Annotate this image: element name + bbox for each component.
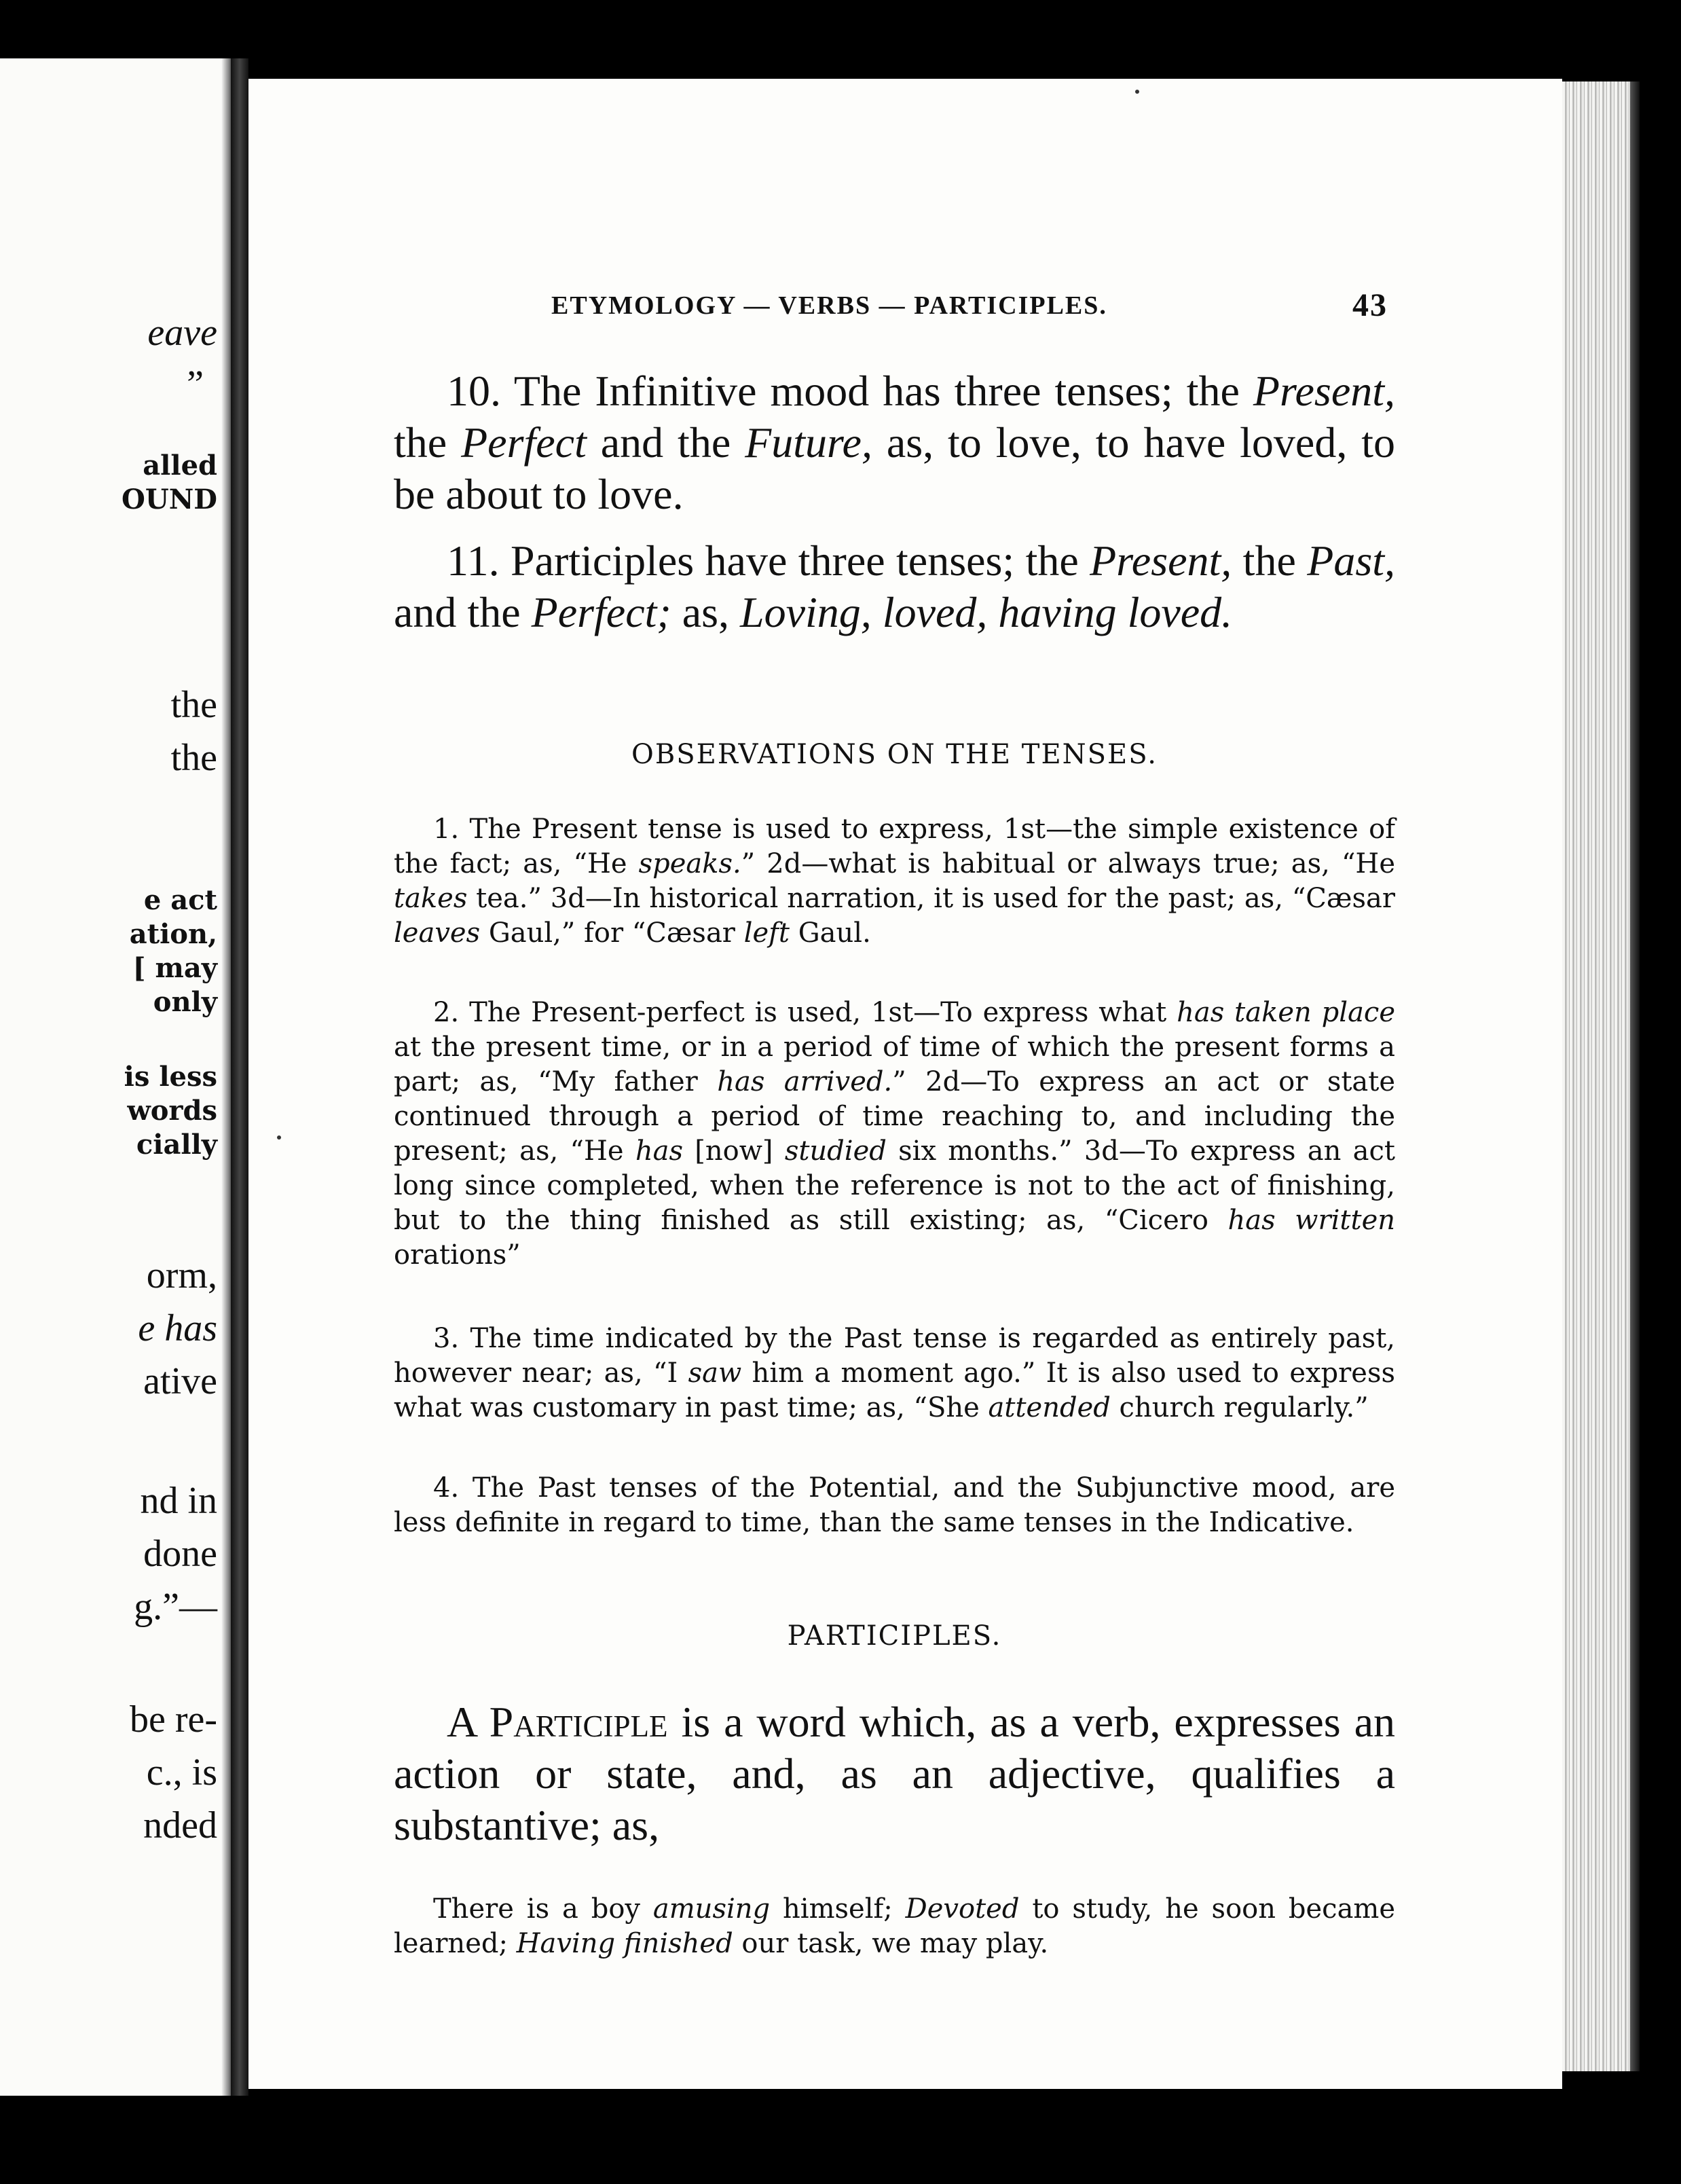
italic-text: Present, (1253, 367, 1395, 415)
paragraph-11 (394, 535, 1395, 638)
participle-definition (394, 1696, 1395, 1851)
left-page-fragment (0, 58, 231, 2096)
italic-text: Present, (1090, 536, 1232, 585)
text: at the present time, or in a period of time of which the present forms a part; as, “My father (394, 1032, 1395, 1097)
italic-text: speaks. (638, 848, 741, 879)
page-edges (1562, 81, 1630, 2071)
book-gutter (231, 58, 248, 2096)
left-page-spine-shadow (221, 58, 231, 2096)
left-page-line-fragment: e has (138, 1307, 217, 1349)
text: Gaul. (790, 917, 871, 949)
observation-1 (394, 812, 1395, 951)
italic-text: left (743, 917, 790, 949)
left-page-line-fragment: OUND (122, 484, 217, 515)
page-number: 43 (1352, 287, 1388, 323)
text: 3. The time indicated by the Past tense is regarded as entirely past, however near; as, “I (394, 1323, 1395, 1389)
italic-text: saw (688, 1358, 742, 1389)
text: orations” (394, 1239, 521, 1271)
text (987, 588, 998, 636)
italic-text: Future, (745, 418, 872, 467)
left-page-line-fragment: words (127, 1095, 217, 1127)
left-page-line-fragment: ative (143, 1360, 217, 1402)
italic-text: Devoted (905, 1893, 1020, 1925)
italic-text: Past, (1307, 536, 1396, 585)
left-page-line-fragment: is less (124, 1061, 217, 1093)
text: Gaul,” for “Cæsar (480, 917, 744, 949)
speck (1135, 90, 1139, 94)
text: as, (671, 588, 740, 636)
left-page-line-fragment: g.”— (134, 1586, 217, 1628)
paragraph-number: 10. (447, 367, 501, 415)
participles-heading: PARTICIPLES. (787, 1620, 1002, 1652)
italic-text: leaves (394, 917, 481, 949)
left-page-line-fragment: only (153, 986, 217, 1018)
italic-text: has arrived. (717, 1066, 893, 1097)
text: A (447, 1698, 489, 1746)
text: 1. The Present tense is used to express, 1st—the simple existence of the fact; as, “He (394, 814, 1395, 879)
observation-3 (394, 1322, 1395, 1425)
left-page-line-fragment: orm, (146, 1254, 217, 1296)
italic-text: has (635, 1135, 683, 1167)
running-head (551, 287, 1388, 331)
left-page-line-fragment: done (143, 1533, 217, 1575)
text: ” 2d—To express an act or state continued through a period of time reaching to, and including the present; as, “He (394, 1066, 1396, 1167)
italic-text: loved, (882, 588, 988, 636)
left-page-line-fragment: nded (143, 1804, 217, 1846)
text: the (1232, 536, 1308, 585)
italic-text: Perfect; (531, 588, 671, 636)
text: Participles have three tenses; the (499, 536, 1090, 585)
italic-text: attended (988, 1392, 1111, 1423)
running-title: ETYMOLOGY — VERBS — PARTICIPLES. (551, 291, 1107, 320)
text: him a moment ago.” It is also used to express what was customary in past time; as, “She (394, 1358, 1395, 1423)
observation-2 (394, 996, 1395, 1273)
left-page-line-fragment: eave (147, 312, 217, 354)
italic-text: Perfect (461, 418, 587, 467)
text: 4. The Past tenses of the Potential, and the Subjunctive mood, are less definite in regard to time, than the same tenses in the Indicative. (394, 1472, 1395, 1538)
text: and the (586, 418, 745, 467)
italic-text: has written (1227, 1205, 1395, 1236)
defined-term: Participle (489, 1698, 668, 1746)
text: The Infinitive mood has three tenses; the (501, 367, 1253, 415)
observations-heading: OBSERVATIONS ON THE TENSES. (631, 739, 1158, 770)
italic-text: takes (394, 883, 468, 914)
left-page-line-fragment: c., is (146, 1751, 217, 1794)
text: 2. The Present-perfect is used, 1st—To express what (433, 997, 1177, 1028)
observation-4 (394, 1471, 1395, 1540)
left-page-line-fragment: ation, (129, 918, 217, 950)
italic-text: studied (784, 1135, 887, 1167)
paragraph-10 (394, 365, 1395, 520)
text: himself; (770, 1893, 906, 1925)
speck (277, 1135, 281, 1140)
italic-text: Loving, (740, 588, 872, 636)
text: six months.” 3d—To express an act long since completed, when the reference is not to the act of finishing, but to the thing finished as still existing; as, “Cicero (394, 1135, 1395, 1236)
left-page-line-fragment: alled (143, 450, 217, 481)
left-page-line-fragment: ” (187, 363, 204, 405)
italic-text: having loved. (998, 588, 1233, 636)
text: the (394, 418, 462, 467)
left-page-line-fragment: nd in (140, 1480, 217, 1522)
paragraph-number: 11. (447, 536, 500, 585)
text (872, 588, 883, 636)
text: to study, he soon became learned; (394, 1893, 1396, 1959)
left-page-line-fragment: e act (143, 884, 217, 916)
text: There is a boy (433, 1893, 653, 1925)
italic-text: Having finished (516, 1928, 733, 1959)
text: ” 2d—what is habitual or always true; as, “He (741, 848, 1395, 879)
text: is a word which, as a verb, expresses an action or state, and, as an adjective, qualifies a substantive; as, (394, 1698, 1396, 1849)
left-page-line-fragment: be re- (129, 1698, 217, 1741)
text: tea.” 3d—In historical narration, it is used for the past; as, “Cæsar (467, 883, 1395, 914)
page-edges-shadow (1630, 81, 1640, 2071)
left-page-line-fragment: the (170, 737, 217, 779)
text: as, to love, to have loved, to be about to love. (394, 418, 1396, 518)
italic-text: has taken place (1177, 997, 1395, 1028)
text: and the (394, 588, 532, 636)
text: our task, we may play. (733, 1928, 1049, 1959)
left-page-line-fragment: cially (136, 1129, 217, 1161)
text: church regularly.” (1110, 1392, 1369, 1423)
participle-example (394, 1892, 1395, 1961)
text: [now] (682, 1135, 785, 1167)
italic-text: amusing (652, 1893, 771, 1925)
left-page-line-fragment: the (170, 684, 217, 726)
left-page-line-fragment: [ may (132, 952, 217, 984)
